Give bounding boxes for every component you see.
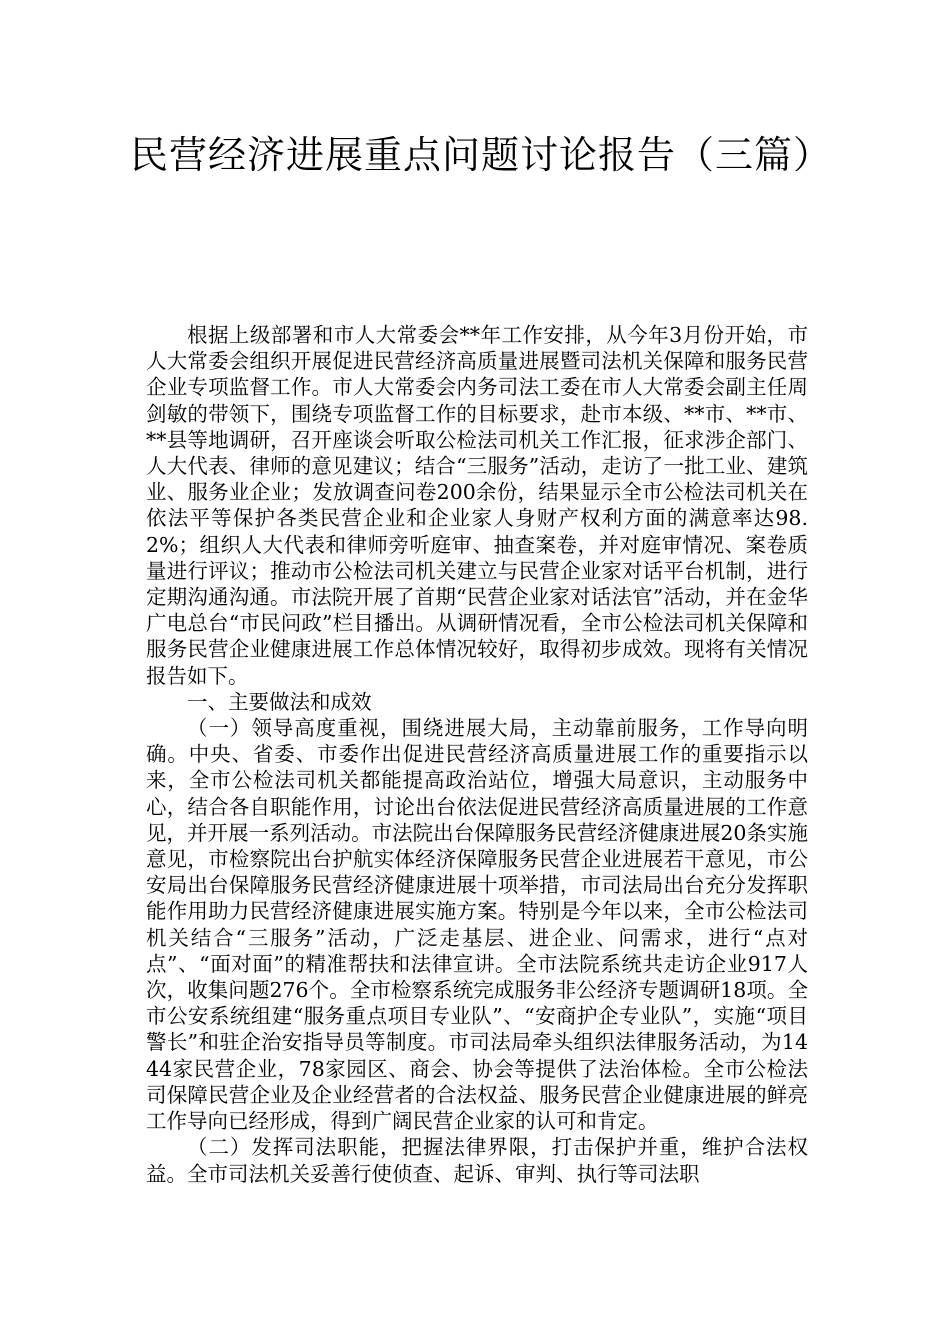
document-title: 民营经济进展重点问题讨论报告（三篇） xyxy=(130,133,833,177)
document-body xyxy=(146,322,808,1187)
paragraph-section-2: （二）发挥司法职能，把握法律界限，打击保护并重，维护合法权益。全市司法机关妥善行使侦查、起诉、审判、执行等司法职 xyxy=(146,1135,808,1186)
section-heading: 一、主要做法和成效 xyxy=(187,689,372,714)
paragraph-intro: 根据上级部署和市人大常委会**年工作安排，从今年3月份开始，市人大常委会组织开展促进民营经济高质量进展暨司法机关保障和服务民营企业专项监督工作。市人大常委会内务司法工委在市人大常委会副主任周剑敏的带领下，围绕专项监督工作的目标要求，赴市本级、**市、**市、**县等地调研，召开座谈会听取公检法司机关工作汇报，征求涉企部门、人大代表、律师的意见建议；结合“三服务”活动，走访了一批工业、建筑业、服务业企业；发放调查问卷200余份，结果显示全市公检法司机关在依法平等保护各类民营企业和企业家人身财产权利方面的满意率达98.2%；组织人大代表和律师旁听庭审、抽查案卷，并对庭审情况、案卷质量进行评议；推动市公检法司机关建立与民营企业家对话平台机制，进行定期沟通沟通。市法院开展了首期“民营企业家对话法官”活动，并在金华广电总台“市民问政”栏目播出。从调研情况看，全市公检法司机关保障和服务民营企业健康进展工作总体情况较好，取得初步成效。现将有关情况报告如下。 xyxy=(146,323,808,688)
paragraph-section-1: （一）领导高度重视，围绕进展大局，主动靠前服务，工作导向明确。中央、省委、市委作出促进民营经济高质量进展工作的重要指示以来，全市公检法司机关都能提高政治站位，增强大局意识，主动服务中心，结合各自职能作用，讨论出台依法促进民营经济高质量进展的工作意见，并开展一系列活动。市法院出台保障服务民营经济健康进展20条实施意见，市检察院出台护航实体经济保障服务民营企业进展若干意见，市公安局出台保障服务民营经济健康进展十项举措，市司法局出台充分发挥职能作用助力民营经济健康进展实施方案。特别是今年以来，全市公检法司机关结合“三服务”活动，广泛走基层、进企业、问需求，进行“点对点”、“面对面”的精准帮扶和法律宣讲。全市法院系统共走访企业917人次，收集问题276个。全市检察系统完成服务非公经济专题调研18项。全市公安系统组建“服务重点项目专业队”、“安商护企专业队”，实施“项目警长”和驻企治安指导员等制度。市司法局牵头组织法律服务活动，为1444家民营企业，78家园区、商会、协会等提供了法治体检。全市公检法司保障民营企业及企业经营者的合法权益、服务民营企业健康进展的鲜亮工作导向已经形成，得到广阔民营企业家的认可和肯定。 xyxy=(146,716,808,1134)
